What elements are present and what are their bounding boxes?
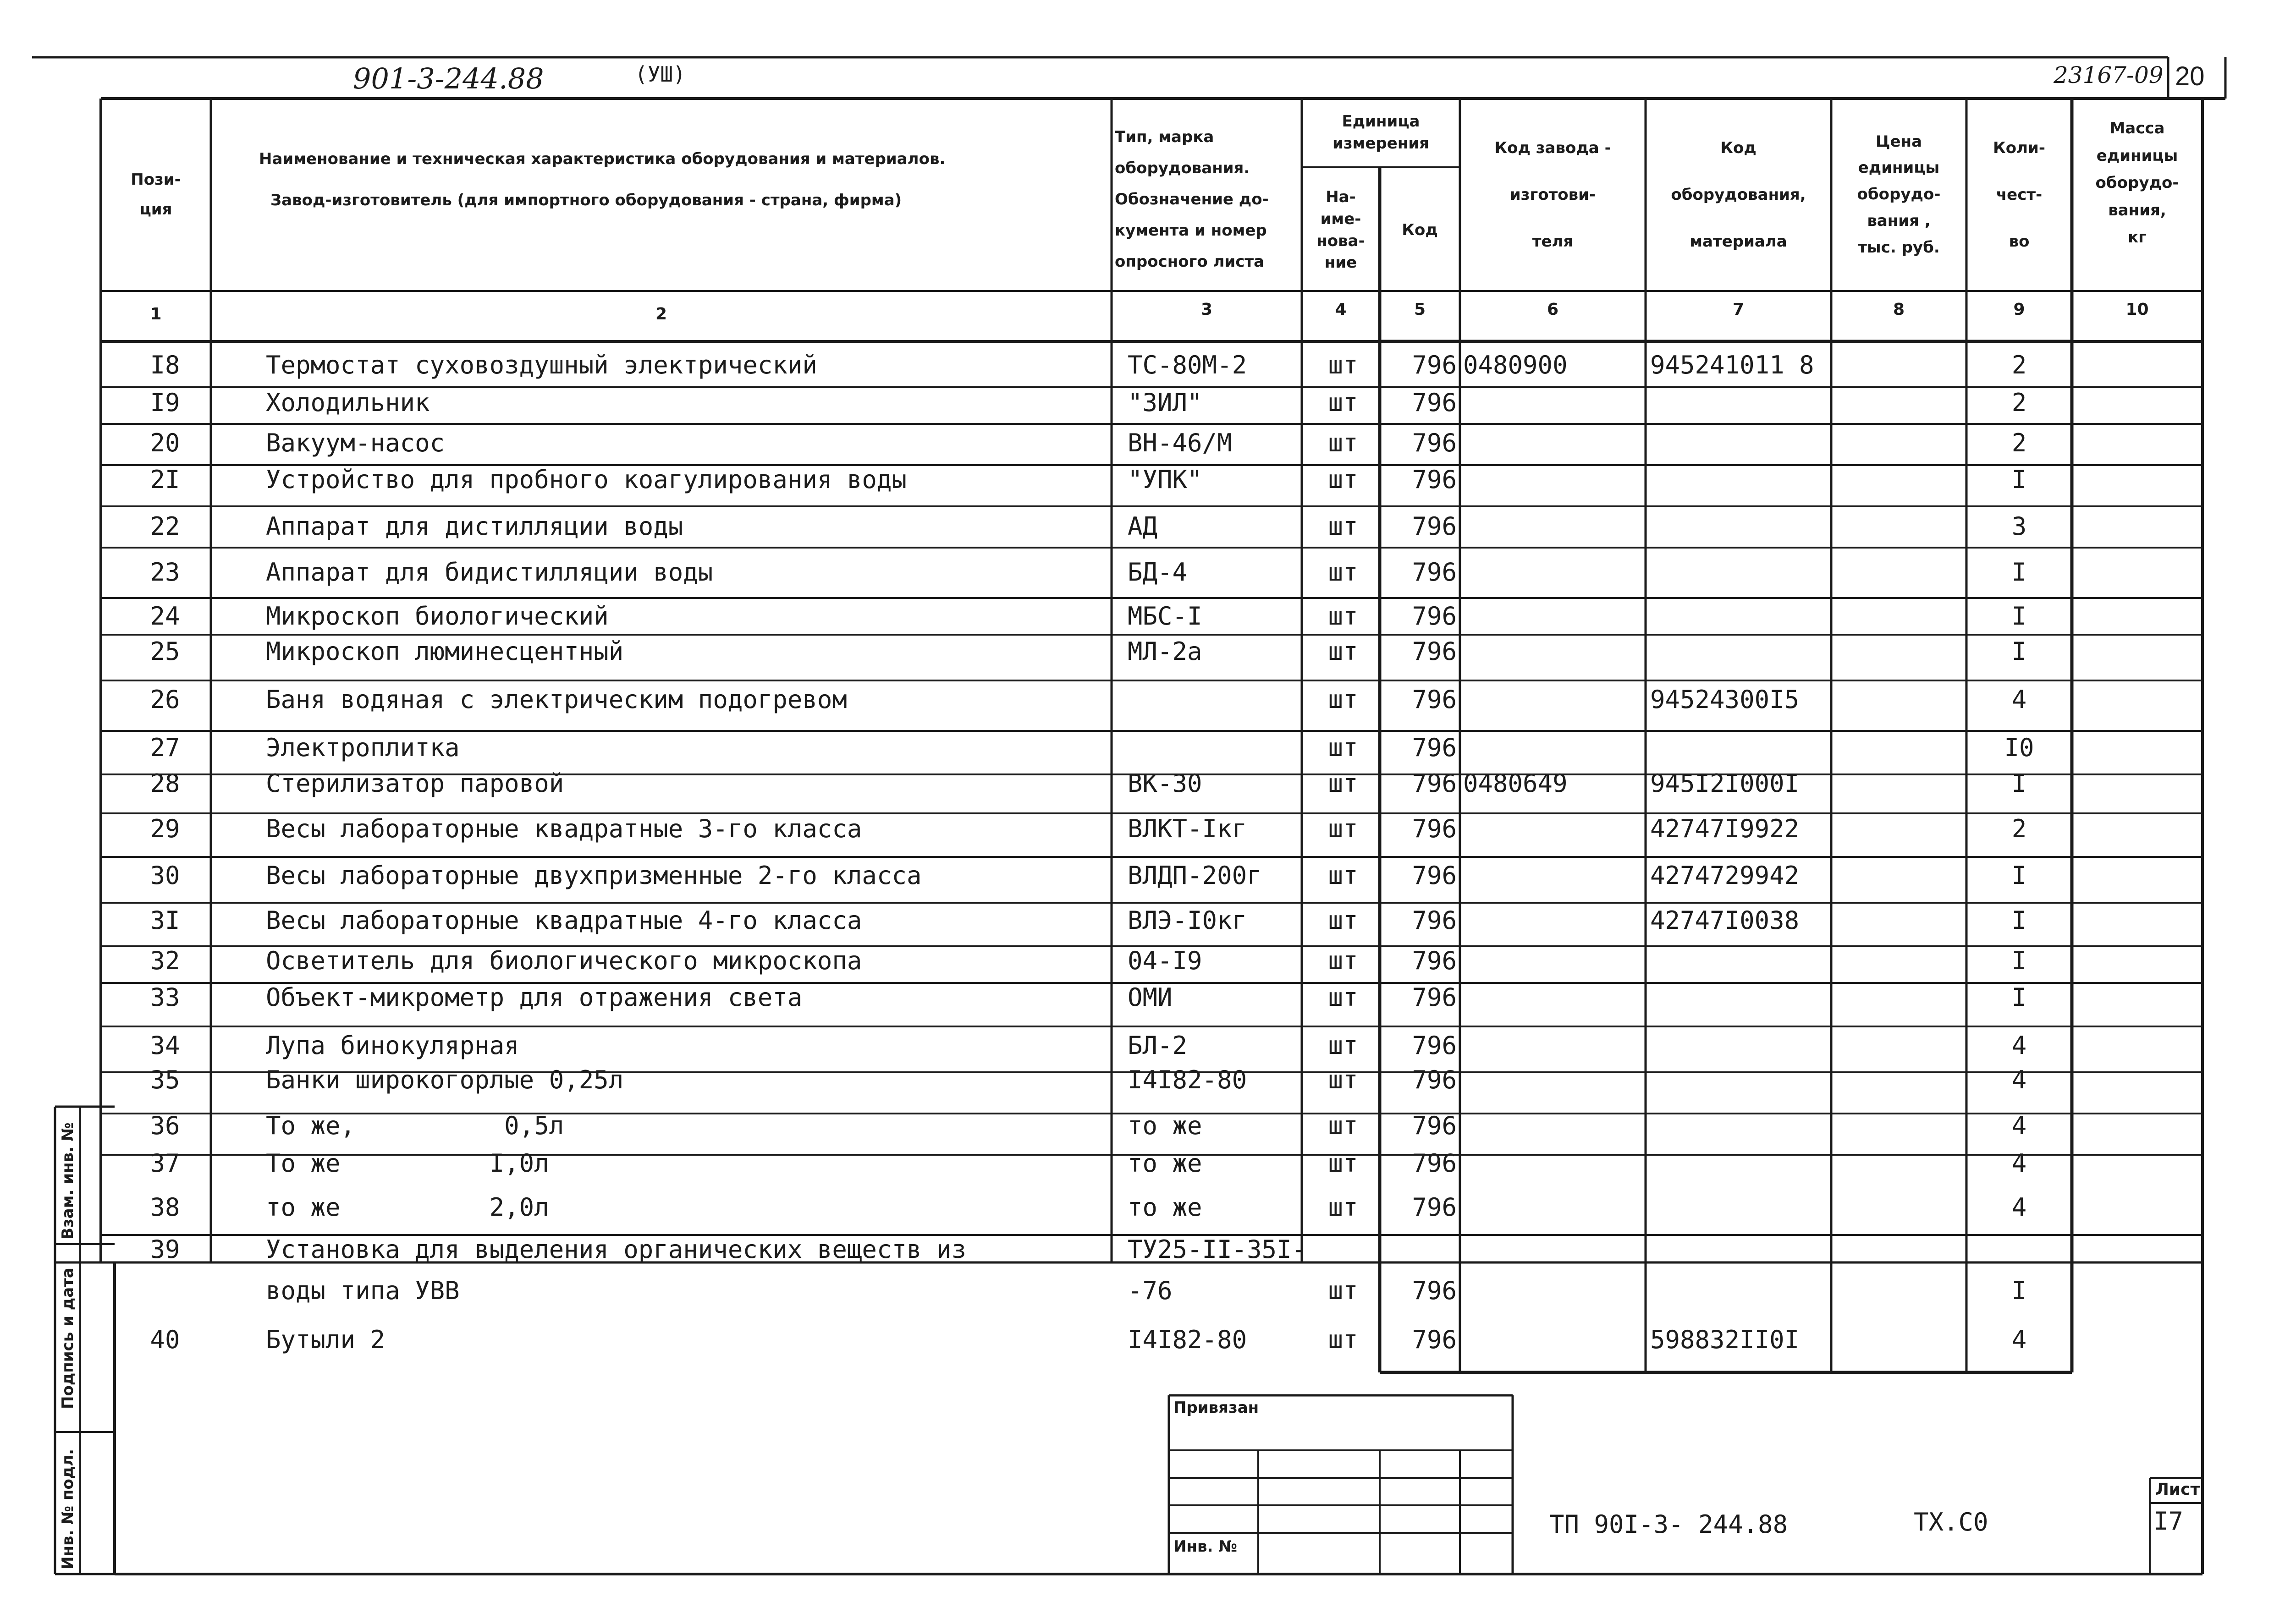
cell-unit: шт bbox=[1328, 1031, 1358, 1060]
colnum-4: 4 bbox=[1335, 300, 1347, 319]
colnum-8: 8 bbox=[1893, 300, 1905, 319]
cell-name: Баня водяная с электрическим подогревом bbox=[266, 685, 847, 714]
cell-name: Вакуум-насос bbox=[266, 428, 445, 457]
cell-unit-code: 796 bbox=[1412, 1325, 1457, 1354]
cell-name: Устройство для пробного коагулирования воды bbox=[266, 465, 907, 494]
cell-unit: шт bbox=[1328, 906, 1358, 935]
cell-unit: шт bbox=[1328, 946, 1358, 975]
cell-type: МЛ-2а bbox=[1128, 637, 1202, 666]
cell-position: 34 bbox=[150, 1031, 180, 1060]
cell-type: МБС-I bbox=[1128, 602, 1202, 631]
colnum-9: 9 bbox=[2013, 300, 2025, 319]
cell-name: Банки широкогорлые 0,25л bbox=[266, 1065, 624, 1094]
cell-name: Весы лабораторные двухпризменные 2-го класса bbox=[266, 861, 922, 890]
cell-type: ТС-80М-2 bbox=[1128, 351, 1247, 379]
cell-position: 20 bbox=[150, 428, 180, 457]
colnum-3: 3 bbox=[1200, 300, 1213, 319]
cell-unit: шт bbox=[1328, 428, 1358, 457]
cell-quantity: I0 bbox=[2004, 733, 2034, 762]
side-stamp-inv-podl: Инв. № подл. bbox=[59, 1448, 77, 1569]
colnum-5: 5 bbox=[1414, 300, 1426, 319]
cell-position: 2I bbox=[150, 465, 180, 494]
header-factory-code: Код завода - изготови- теля bbox=[1494, 138, 1611, 251]
stamp-project-code: ТП 90I-3- 244.88 bbox=[1549, 1510, 1788, 1539]
cell-unit-code: 796 bbox=[1412, 351, 1457, 379]
cell-name: Аппарат для бидистилляции воды bbox=[266, 558, 713, 587]
header-type: Тип, марка оборудования. Обозначение до- кумента и номер опросного листа bbox=[1115, 128, 1269, 271]
cell-unit-code: 796 bbox=[1412, 769, 1457, 798]
cell-unit: шт bbox=[1328, 637, 1358, 666]
cell-position: 28 bbox=[150, 769, 180, 798]
cell-type: ВЛЭ-I0кг bbox=[1128, 906, 1247, 935]
cell-position: 35 bbox=[150, 1065, 180, 1094]
colnum-6: 6 bbox=[1547, 300, 1559, 319]
cell-equipment-code: 945I2I000I bbox=[1650, 769, 1800, 798]
header-price: Цена единицы оборудо- вания , тыс. руб. bbox=[1857, 132, 1941, 257]
cell-type: ТУ25-II-35I- bbox=[1128, 1235, 1307, 1264]
inventory-number: 23167-09 bbox=[2054, 62, 2164, 88]
cell-type: I4I82-80 bbox=[1128, 1325, 1247, 1354]
header-name-line1: Наименование и техническая характеристика оборудования и материалов. bbox=[259, 150, 946, 168]
cell-unit: шт bbox=[1328, 685, 1358, 714]
cell-unit: шт bbox=[1328, 769, 1358, 798]
cell-name: Осветитель для биологического микроскопа bbox=[266, 946, 862, 975]
cell-unit-code: 796 bbox=[1412, 602, 1457, 631]
cell-type: ВЛКТ-Iкг bbox=[1128, 814, 1247, 843]
header-quantity: Коли- чест- во bbox=[1993, 138, 2045, 251]
cell-position: 26 bbox=[150, 685, 180, 714]
cell-name: Стерилизатор паровой bbox=[266, 769, 564, 798]
cell-equipment-code: 4274729942 bbox=[1650, 861, 1800, 890]
cell-equipment-code: 42747I9922 bbox=[1650, 814, 1800, 843]
cell-unit-code: 796 bbox=[1412, 814, 1457, 843]
cell-unit-code: 796 bbox=[1412, 465, 1457, 494]
cell-unit-code: 796 bbox=[1412, 733, 1457, 762]
cell-unit: шт bbox=[1328, 512, 1358, 541]
cell-name: Лупа бинокулярная bbox=[266, 1031, 519, 1060]
cell-equipment-code: 94524300I5 bbox=[1650, 685, 1800, 714]
cell-factory-code: 0480900 bbox=[1463, 351, 1568, 379]
stamp-privyazan: Привязан bbox=[1173, 1399, 1259, 1417]
cell-quantity: I bbox=[2011, 861, 2027, 890]
cell-quantity: 4 bbox=[2011, 1065, 2027, 1094]
cell-type: ВЛДП-200г bbox=[1128, 861, 1262, 890]
stamp-section: ТХ.С0 bbox=[1914, 1508, 1988, 1536]
cell-unit-code: 796 bbox=[1412, 1149, 1457, 1178]
cell-type: 04-I9 bbox=[1128, 946, 1202, 975]
cell-equipment-code: 42747I0038 bbox=[1650, 906, 1800, 935]
cell-position: 22 bbox=[150, 512, 180, 541]
cell-type: "ЗИЛ" bbox=[1128, 388, 1202, 417]
cell-name: Микроскоп люминесцентный bbox=[266, 637, 624, 666]
cell-type: АД bbox=[1128, 512, 1158, 541]
cell-type: то же bbox=[1128, 1193, 1202, 1222]
cell-unit: шт bbox=[1328, 1325, 1358, 1354]
cell-equipment-code: 945241011 8 bbox=[1650, 351, 1814, 379]
cell-unit-code: 796 bbox=[1412, 983, 1457, 1012]
doc-number: 901-3-244.88 bbox=[353, 62, 544, 95]
cell-quantity: 2 bbox=[2011, 814, 2027, 843]
cell-unit: шт bbox=[1328, 388, 1358, 417]
cell-type: "УПК" bbox=[1128, 465, 1202, 494]
cell-type: ОМИ bbox=[1128, 983, 1173, 1012]
cell-name: Аппарат для дистилляции воды bbox=[266, 512, 683, 541]
cell-unit-code: 796 bbox=[1412, 1276, 1457, 1305]
stamp-sheet-label: Лист bbox=[2155, 1480, 2200, 1499]
cell-name: Установка для выделения органических веществ из bbox=[266, 1235, 967, 1264]
cell-quantity: 4 bbox=[2011, 685, 2027, 714]
cell-unit: шт bbox=[1328, 465, 1358, 494]
cell-quantity: I bbox=[2011, 558, 2027, 587]
cell-unit-code: 796 bbox=[1412, 685, 1457, 714]
cell-name: Объект-микрометр для отражения света bbox=[266, 983, 803, 1012]
cell-quantity: 3 bbox=[2011, 512, 2027, 541]
page-number: 20 bbox=[2175, 61, 2205, 91]
header-mass: Масса единицы оборудо- вания, кг bbox=[2095, 119, 2179, 247]
cell-quantity: 4 bbox=[2011, 1149, 2027, 1178]
colnum-7: 7 bbox=[1732, 300, 1745, 319]
stamp-inv-no: Инв. № bbox=[1173, 1537, 1238, 1556]
cell-quantity: I bbox=[2011, 1276, 2027, 1305]
cell-type: БЛ-2 bbox=[1128, 1031, 1188, 1060]
cell-type: I4I82-80 bbox=[1128, 1065, 1247, 1094]
cell-position: 24 bbox=[150, 602, 180, 631]
colnum-2: 2 bbox=[655, 305, 667, 324]
header-unit-code: Код bbox=[1402, 221, 1438, 240]
stamp-sheet-number: I7 bbox=[2153, 1507, 2184, 1536]
side-stamp-podpis: Подпись и дата bbox=[59, 1267, 77, 1409]
cell-unit: шт bbox=[1328, 1111, 1358, 1140]
cell-unit: шт bbox=[1328, 1149, 1358, 1178]
cell-quantity: I bbox=[2011, 906, 2027, 935]
cell-unit: шт bbox=[1328, 983, 1358, 1012]
cell-unit: шт bbox=[1328, 861, 1358, 890]
cell-unit: шт bbox=[1328, 1276, 1358, 1305]
cell-quantity: 4 bbox=[2011, 1031, 2027, 1060]
cell-type: -76 bbox=[1128, 1276, 1173, 1305]
header-unit-group: Единица измерения bbox=[1332, 112, 1429, 153]
cell-quantity: 4 bbox=[2011, 1111, 2027, 1140]
cell-name: Термостат суховоздушный электрический bbox=[266, 351, 817, 379]
cell-position: 36 bbox=[150, 1111, 180, 1140]
cell-quantity: 4 bbox=[2011, 1325, 2027, 1354]
header-name-line2: Завод-изготовитель (для импортного оборудования - страна, фирма) bbox=[270, 191, 902, 209]
cell-quantity: I bbox=[2011, 602, 2027, 631]
cell-type: ВК-30 bbox=[1128, 769, 1202, 798]
cell-name: Весы лабораторные квадратные 4-го класса bbox=[266, 906, 862, 935]
cell-name: Микроскоп биологический bbox=[266, 602, 609, 631]
cell-type: то же bbox=[1128, 1149, 1202, 1178]
header-position: Пози- ция bbox=[131, 170, 181, 219]
cell-unit: шт bbox=[1328, 733, 1358, 762]
cell-position: 29 bbox=[150, 814, 180, 843]
cell-quantity: I bbox=[2011, 946, 2027, 975]
cell-unit: шт bbox=[1328, 602, 1358, 631]
cell-position: 23 bbox=[150, 558, 180, 587]
cell-unit-code: 796 bbox=[1412, 1065, 1457, 1094]
cell-position: 3I bbox=[150, 906, 180, 935]
cell-factory-code: 0480649 bbox=[1463, 769, 1568, 798]
cell-unit-code: 796 bbox=[1412, 558, 1457, 587]
header-unit-name: На- име- нова- ние bbox=[1316, 188, 1365, 272]
cell-unit: шт bbox=[1328, 1193, 1358, 1222]
cell-position: 40 bbox=[150, 1325, 180, 1354]
colnum-1: 1 bbox=[150, 305, 162, 324]
cell-name: воды типа УВВ bbox=[266, 1276, 460, 1305]
cell-quantity: I bbox=[2011, 465, 2027, 494]
cell-type: то же bbox=[1128, 1111, 1202, 1140]
header-equipment-code: Код оборудования, материала bbox=[1671, 138, 1806, 251]
cell-quantity: 2 bbox=[2011, 428, 2027, 457]
cell-position: I8 bbox=[150, 351, 180, 379]
cell-position: 32 bbox=[150, 946, 180, 975]
cell-unit: шт bbox=[1328, 814, 1358, 843]
cell-name: То же, 0,5л bbox=[266, 1111, 564, 1140]
cell-quantity: 2 bbox=[2011, 351, 2027, 379]
cell-position: 25 bbox=[150, 637, 180, 666]
cell-unit-code: 796 bbox=[1412, 428, 1457, 457]
cell-position: 30 bbox=[150, 861, 180, 890]
cell-unit-code: 796 bbox=[1412, 861, 1457, 890]
cell-quantity: I bbox=[2011, 769, 2027, 798]
cell-unit-code: 796 bbox=[1412, 1111, 1457, 1140]
cell-unit-code: 796 bbox=[1412, 1031, 1457, 1060]
cell-unit-code: 796 bbox=[1412, 906, 1457, 935]
cell-type: БД-4 bbox=[1128, 558, 1188, 587]
cell-name: Весы лабораторные квадратные 3-го класса bbox=[266, 814, 862, 843]
cell-position: I9 bbox=[150, 388, 180, 417]
cell-unit: шт bbox=[1328, 351, 1358, 379]
cell-quantity: I bbox=[2011, 983, 2027, 1012]
cell-quantity: I bbox=[2011, 637, 2027, 666]
cell-type: ВН-46/М bbox=[1128, 428, 1232, 457]
cell-name: Бутыли 2 bbox=[266, 1325, 385, 1354]
side-stamp-vzam: Взам. инв. № bbox=[59, 1122, 77, 1240]
cell-position: 39 bbox=[150, 1235, 180, 1264]
cell-unit-code: 796 bbox=[1412, 637, 1457, 666]
cell-quantity: 4 bbox=[2011, 1193, 2027, 1222]
cell-position: 27 bbox=[150, 733, 180, 762]
cell-unit-code: 796 bbox=[1412, 1193, 1457, 1222]
cell-name: Холодильник bbox=[266, 388, 430, 417]
cell-name: Электроплитка bbox=[266, 733, 460, 762]
cell-name: то же 2,0л bbox=[266, 1193, 549, 1222]
colnum-10: 10 bbox=[2125, 300, 2149, 319]
cell-unit-code: 796 bbox=[1412, 946, 1457, 975]
cell-position: 38 bbox=[150, 1193, 180, 1222]
album-label: (УШ) bbox=[635, 62, 686, 87]
cell-equipment-code: 598832II0I bbox=[1650, 1325, 1800, 1354]
cell-quantity: 2 bbox=[2011, 388, 2027, 417]
cell-name: То же I,0л bbox=[266, 1149, 549, 1178]
cell-unit-code: 796 bbox=[1412, 512, 1457, 541]
cell-position: 37 bbox=[150, 1149, 180, 1178]
cell-unit-code: 796 bbox=[1412, 388, 1457, 417]
cell-unit: шт bbox=[1328, 1065, 1358, 1094]
cell-unit: шт bbox=[1328, 558, 1358, 587]
cell-position: 33 bbox=[150, 983, 180, 1012]
